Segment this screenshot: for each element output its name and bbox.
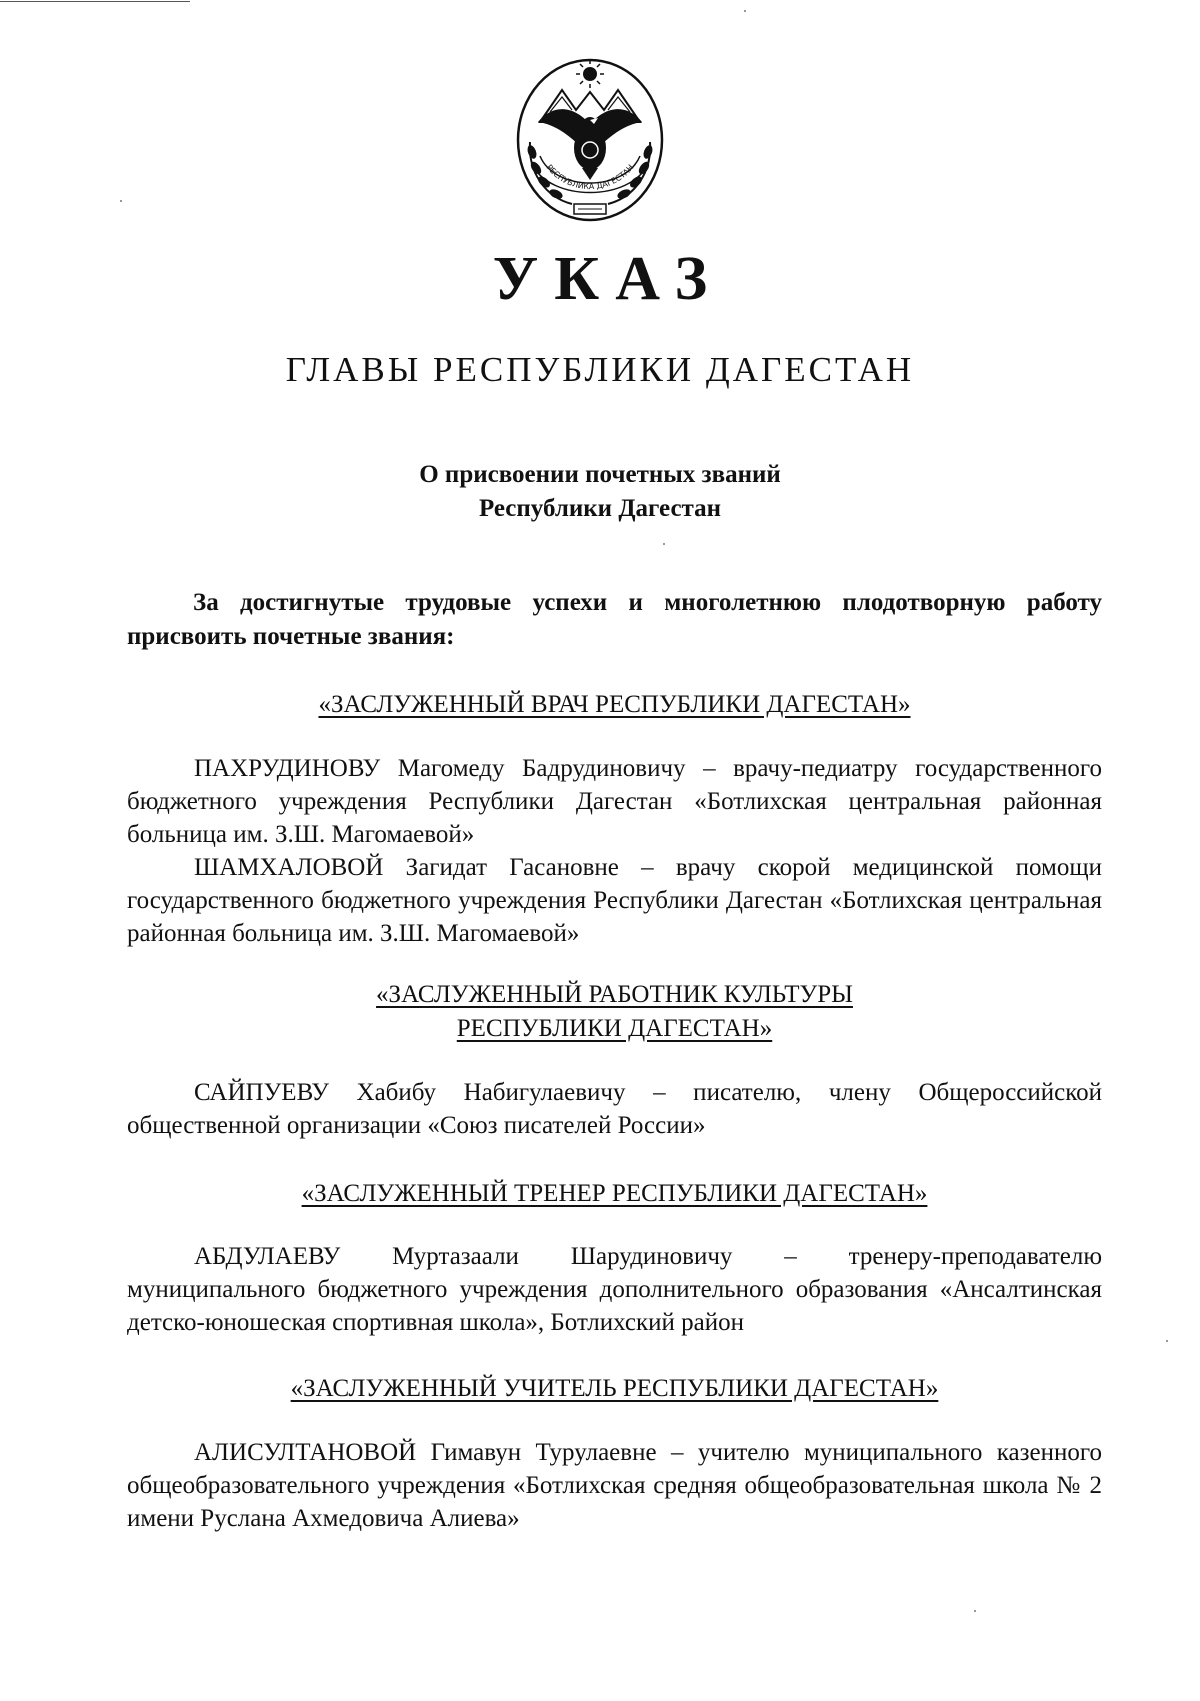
scan-speck [663,543,665,545]
scan-speck [974,1610,976,1612]
scan-speck [744,10,746,12]
decree-issuer: ГЛАВЫ РЕСПУБЛИКИ ДАГЕСТАН [285,350,915,389]
emblem-ribbon-text: РЕСПУБЛИКА ДАГЕСТАН [544,162,636,192]
decree-subject-line: Республики Дагестан [478,495,722,522]
scan-speck [120,200,122,202]
honorary-title-heading: «ЗАСЛУЖЕННЫЙ УЧИТЕЛЬ РЕСПУБЛИКИ ДАГЕСТАН» [290,1375,939,1402]
award-entry-list [127,1076,1102,1142]
award-entry-list [127,1436,1102,1535]
scan-artifact-line [0,1,190,2]
decree-title: УКАЗ [492,245,724,313]
award-entry: АЛИСУЛТАНОВОЙ Гимавун Турулаевне – учителю муниципального казенного общеобразовательного учреждения «Ботлихская средняя общеобразовательная школа № 2 имени Руслана Ахмедовича Алиева» [127,1439,1102,1532]
decree-intro-paragraph [127,586,1102,654]
honorary-title-heading-line: «ЗАСЛУЖЕННЫЙ РАБОТНИК КУЛЬТУРЫ [376,981,853,1008]
honorary-title-heading [127,978,1102,1046]
decree-intro-text: За достигнутые трудовые успехи и многолетнюю плодотворную работу присвоить почетные звания: [127,589,1102,650]
scan-speck [1166,1340,1168,1342]
award-entry: ШАМХАЛОВОЙ Загидат Гасановне – врачу скорой медицинской помощи государственного бюджетного учреждения Республики Дагестан «Ботлихская центральная районная больница им. З.Ш. Магомаевой» [127,854,1102,947]
honorary-title-heading: «ЗАСЛУЖЕННЫЙ ТРЕНЕР РЕСПУБЛИКИ ДАГЕСТАН» [301,1180,928,1207]
honorary-title-heading-line: РЕСПУБЛИКИ ДАГЕСТАН» [456,1015,773,1042]
decree-subject [0,458,1200,526]
honorary-title-heading: «ЗАСЛУЖЕННЫЙ ВРАЧ РЕСПУБЛИКИ ДАГЕСТАН» [318,691,911,718]
award-entry-list [127,1240,1102,1339]
coat-of-arms-dagestan-icon [510,52,670,222]
award-entry: АБДУЛАЕВУ Муртазаали Шарудиновичу – тренеру-преподавателю муниципального бюджетного учреждения дополнительного образования «Ансалтинская детско-юношеская спортивная школа», Ботлихский район [127,1243,1102,1336]
decree-subject-line: О присвоении почетных званий [419,461,781,488]
award-entry-list [127,752,1102,950]
award-entry: САЙПУЕВУ Хабибу Набигулаевичу – писателю, члену Общероссийской общественной организации «Союз писателей России» [127,1079,1102,1139]
award-entry: ПАХРУДИНОВУ Магомеду Бадрудиновичу – врачу-педиатру государственного бюджетного учреждения Республики Дагестан «Ботлихская центральная районная больница им. З.Ш. Магомаевой» [127,755,1102,848]
